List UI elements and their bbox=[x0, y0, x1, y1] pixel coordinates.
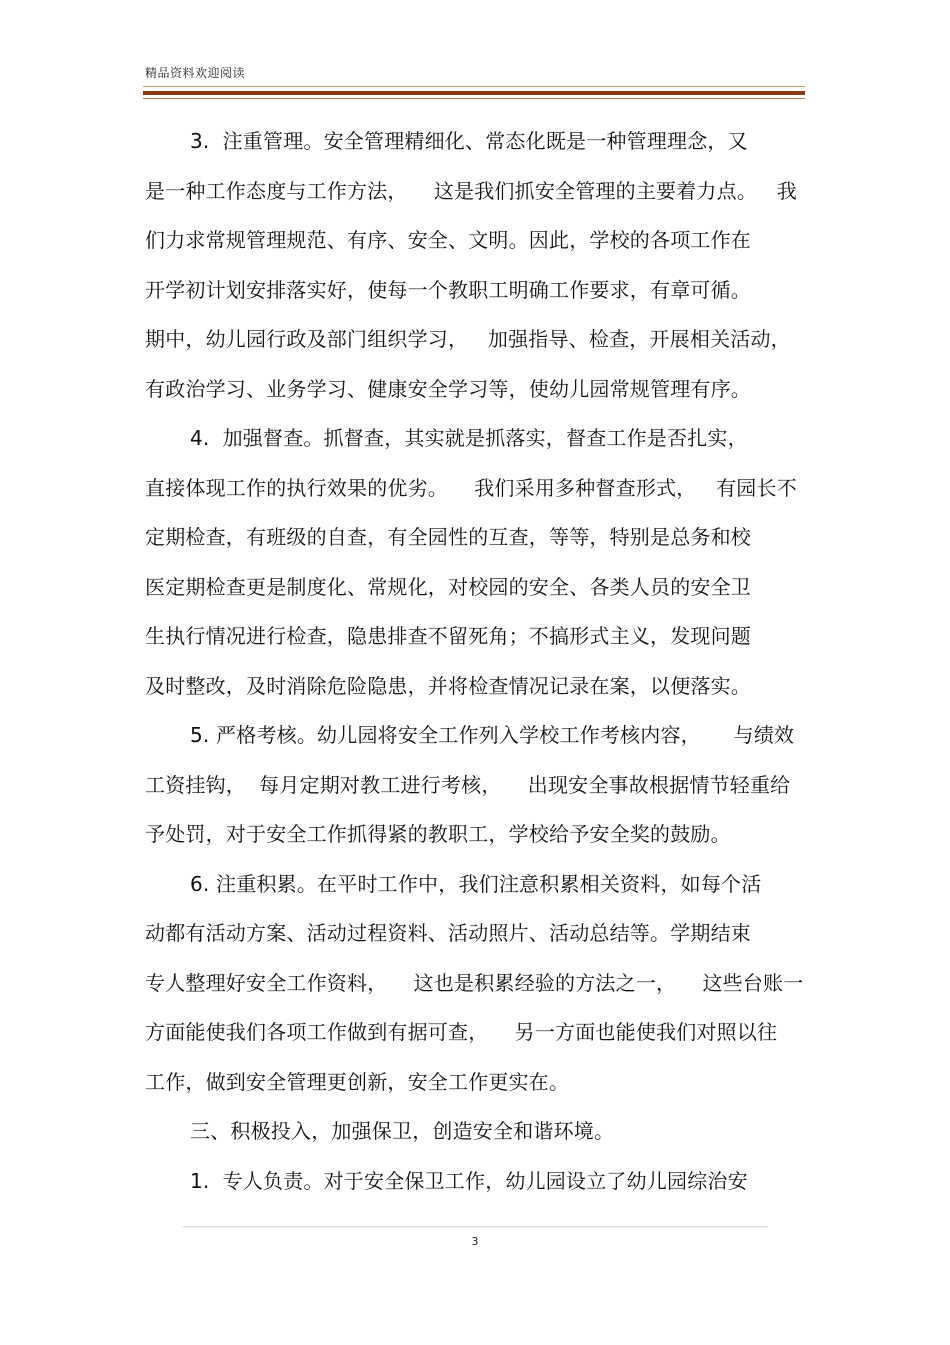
text-line: 专人整理好安全工作资料， 这也是积累经验的方法之一， 这些台账一 bbox=[145, 970, 804, 995]
text-line: 开学初计划安排落实好，使每一个教职工明确工作要求，有章可循。 bbox=[145, 277, 751, 302]
text-line: 及时整改，及时消除危险隐患，并将检查情况记录在案，以便落实。 bbox=[145, 673, 751, 698]
footer-rule bbox=[183, 1226, 768, 1228]
text-line: 方面能使我们各项工作做到有据可查， 另一方面也能使我们对照以往 bbox=[145, 1020, 778, 1044]
text-line: 们力求常规管理规范、有序、安全、文明。因此，学校的各项工作在 bbox=[145, 228, 751, 252]
text-line: 动都有活动方案、活动过程资料、活动照片、活动总结等。学期结束 bbox=[145, 921, 751, 945]
header-rule-bottom bbox=[143, 98, 805, 99]
text-line: 定期检查，有班级的自查，有全园性的互查，等等，特别是总务和校 bbox=[145, 525, 751, 549]
header-rule-top bbox=[143, 86, 805, 87]
text-line: 生执行情况进行检查，隐患排查不留死角；不搞形式主义，发现问题 bbox=[145, 624, 751, 648]
text-line: 5. 严格考核。幼儿园将安全工作列入学校工作考核内容， 与绩效 bbox=[190, 723, 795, 747]
text-line: 予处罚，对于安全工作抓得紧的教职工，学校给予安全奖的鼓励。 bbox=[145, 822, 731, 846]
text-line: 是一种工作态度与工作方法， 这是我们抓安全管理的主要着力点。 我 bbox=[145, 178, 797, 203]
text-line: 6. 注重积累。在平时工作中，我们注意积累相关资料，如每个活 bbox=[190, 871, 762, 896]
header-rule-thick bbox=[143, 91, 805, 95]
text-line: 4. 加强督查。抓督查，其实就是抓落实，督查工作是否扎实， bbox=[190, 426, 748, 450]
page-number: 3 bbox=[471, 1235, 479, 1248]
text-line: 三、积极投入，加强保卫，创造安全和谐环境。 bbox=[190, 1119, 615, 1143]
header-title: 精品资料欢迎阅读 bbox=[145, 66, 246, 80]
text-line: 3. 注重管理。安全管理精细化、常态化既是一种管理理念，又 bbox=[190, 129, 748, 153]
text-line: 有政治学习、业务学习、健康安全学习等，使幼儿园常规管理有序。 bbox=[145, 376, 751, 401]
text-line: 医定期检查更是制度化、常规化，对校园的安全、各类人员的安全卫 bbox=[145, 574, 751, 599]
text-line: 1. 专人负责。对于安全保卫工作，幼儿园设立了幼儿园综治安 bbox=[190, 1168, 748, 1193]
text-line: 工作，做到安全管理更创新，安全工作更实在。 bbox=[145, 1069, 570, 1094]
text-line: 工资挂钩， 每月定期对教工进行考核， 出现安全事故根据情节轻重给 bbox=[145, 772, 791, 797]
text-line: 期中，幼儿园行政及部门组织学习， 加强指导、检查，开展相关活动， bbox=[145, 327, 791, 351]
text-line: 直接体现工作的执行效果的优劣。 我们采用多种督查形式， 有园长不 bbox=[145, 475, 797, 500]
body-text bbox=[145, 125, 807, 1214]
